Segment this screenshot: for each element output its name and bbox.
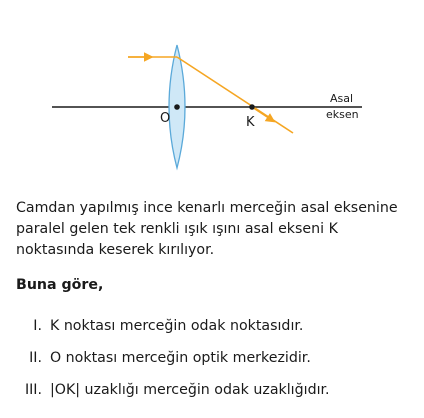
point-k-label: K — [246, 115, 255, 130]
question-text: Camdan yapılmış ince kenarlı merceğin asal eksenine paralel gelen tek renkli ışık ışını asal ekseni K noktasında keserek kırılıyor. — [16, 200, 398, 258]
lens-diagram — [0, 0, 424, 190]
statement-item — [12, 316, 303, 336]
statement-item — [12, 348, 311, 368]
statement-item — [12, 380, 330, 400]
statement-text: O noktası merceğin optik merkezidir. — [50, 350, 311, 366]
point-k-dot — [249, 104, 255, 110]
statement-text: |OK| uzaklığı merceğin odak uzaklığıdır. — [50, 382, 330, 398]
refracted-ray-arrow — [252, 107, 274, 122]
refracted-ray — [177, 57, 293, 133]
point-o-label: O — [160, 111, 171, 126]
statement-text: K noktası merceğin odak noktasıdır. — [50, 318, 304, 334]
point-o-dot — [174, 104, 180, 110]
statement-number: I. — [33, 318, 42, 334]
statement-number: II. — [29, 350, 42, 366]
question-prompt: Buna göre, — [16, 277, 104, 293]
axis-label-line1: Asal — [330, 92, 354, 105]
statement-number: III. — [24, 382, 42, 398]
axis-label-line2: eksen — [326, 108, 359, 121]
